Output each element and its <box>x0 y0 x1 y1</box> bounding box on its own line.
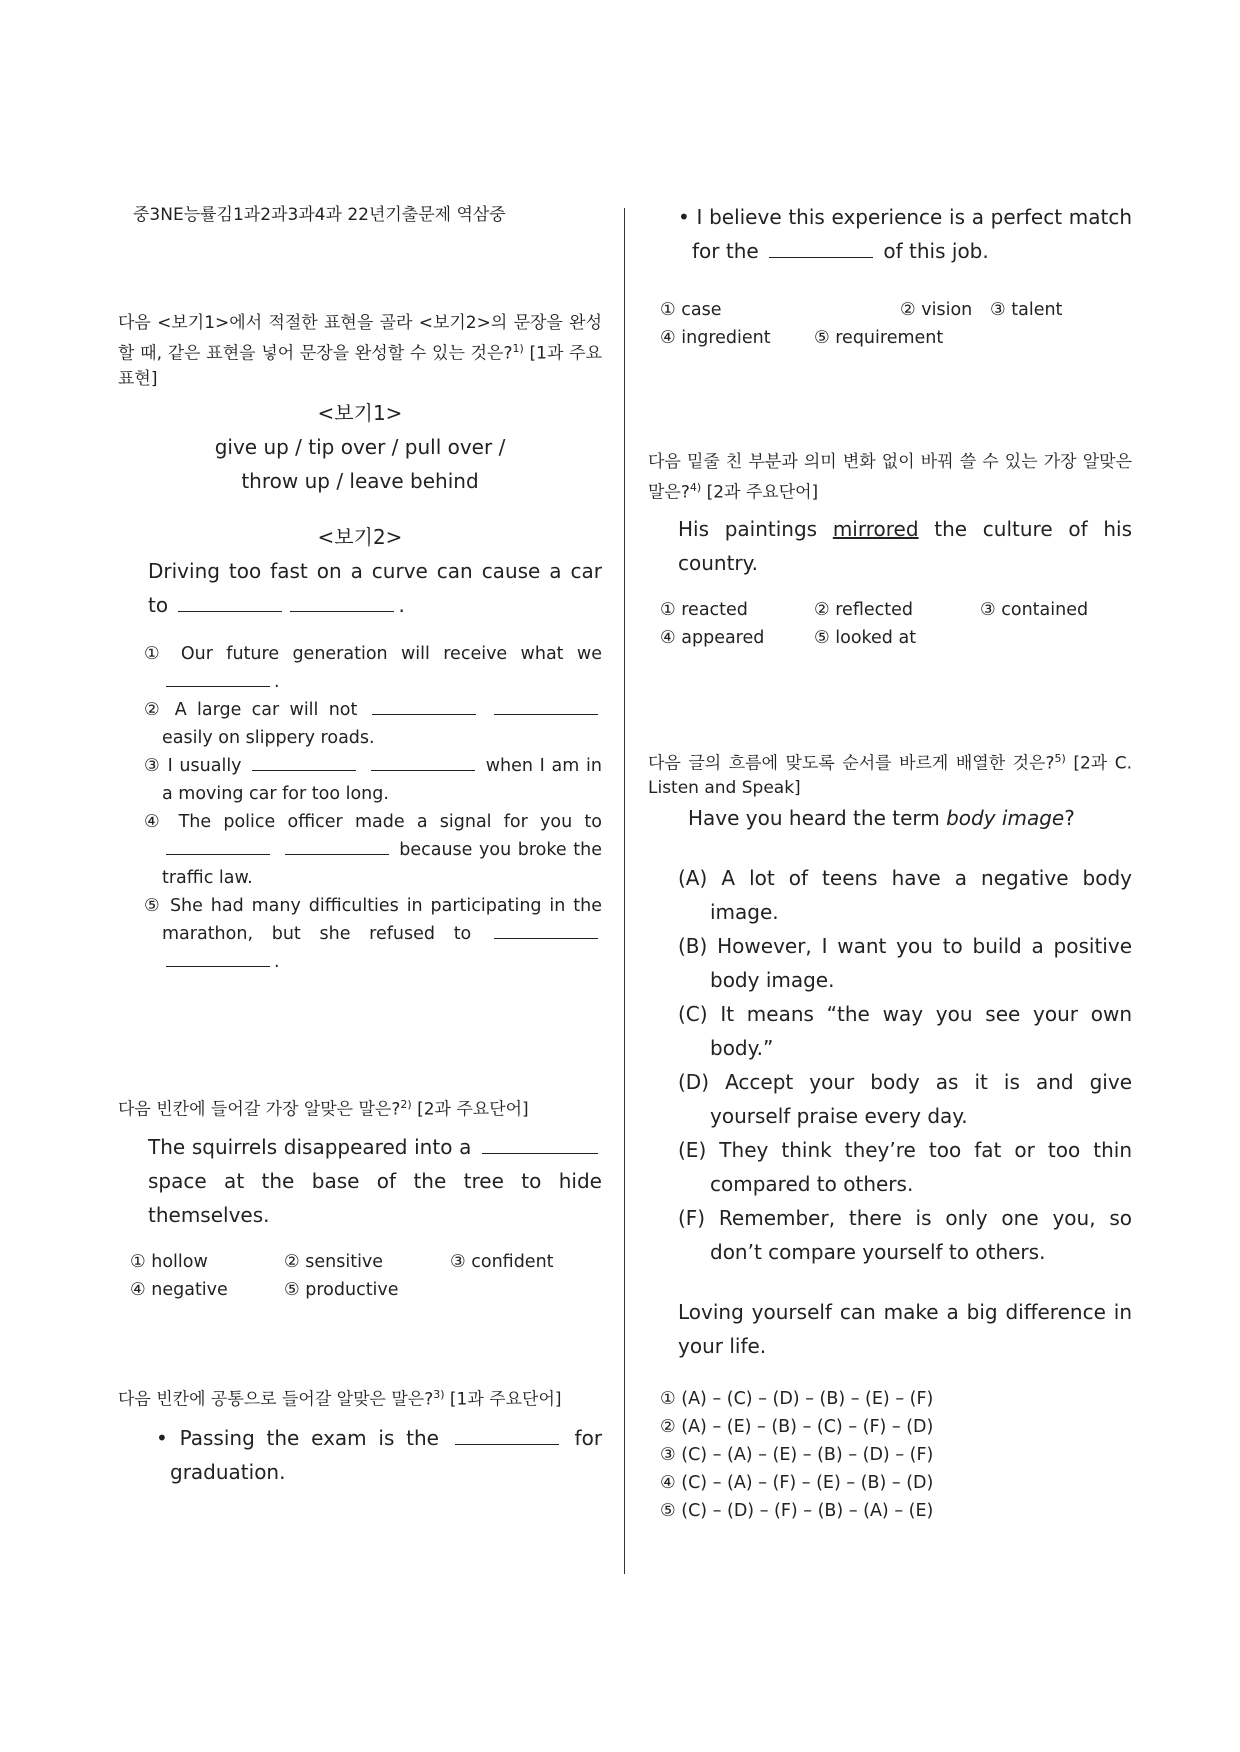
option-4[interactable]: ④ (C) – (A) – (F) – (E) – (B) – (D) <box>660 1473 934 1494</box>
box1-line-1: give up / tip over / pull over / <box>214 434 506 459</box>
blank <box>252 769 356 771</box>
option-3[interactable]: ③ I usually when I am in a moving car for too long. <box>144 755 602 804</box>
option-5[interactable]: ⑤ requirement <box>814 328 944 348</box>
box1-line-2: throw up / leave behind <box>241 468 479 493</box>
option-1[interactable]: ① Our future generation will receive what we . <box>144 643 602 692</box>
blank <box>166 685 270 687</box>
question-1-prompt: 다음 <보기1>에서 적절한 표현을 골라 <보기2>의 문장을 완성할 때, 같은 표현을 넣어 문장을 완성할 수 있는 것은?$^{1)}$ [1과 주요표현] <box>118 313 602 389</box>
question-5-items <box>648 861 1132 1269</box>
blank <box>494 713 598 715</box>
blank <box>166 965 270 967</box>
box2-title: <보기2> <box>317 524 403 549</box>
underlined-word: mirrored <box>832 516 919 541</box>
question-1-options <box>118 640 602 976</box>
box1-title: <보기1> <box>317 400 403 425</box>
option-4[interactable]: ④ negative <box>130 1280 228 1301</box>
question-5-closing: Loving yourself can make a big difference in your life. <box>678 1300 1132 1359</box>
question-2-prompt: 다음 빈칸에 들어갈 가장 알맞은 말은?$^{2)}$ [2과 주요단어] <box>118 1097 529 1120</box>
blank <box>769 256 873 258</box>
question-5-prompt: 다음 글의 흐름에 맞도록 순서를 바르게 배열한 것은?$^{5)}$ [2과 C. Listen and Speak] <box>648 751 1133 799</box>
question-3-bullet-2: • I believe this experience is a perfect match for the of this job. <box>678 205 1132 263</box>
option-5[interactable]: ⑤ (C) – (D) – (F) – (B) – (A) – (E) <box>660 1501 934 1522</box>
option-3[interactable]: ③ (C) – (A) – (E) – (B) – (D) – (F) <box>660 1445 934 1466</box>
item-F: (F) Remember, there is only one you, so don’t compare yourself to others. <box>678 1206 1132 1265</box>
question-5-options <box>648 1385 1132 1525</box>
option-5[interactable]: ⑤ productive <box>284 1280 399 1301</box>
option-1[interactable]: ① hollow <box>130 1252 208 1273</box>
option-2[interactable]: ② vision <box>900 300 973 320</box>
box2-sentence: Driving too fast on a curve can cause a car to . <box>148 558 602 617</box>
blank <box>178 610 282 612</box>
item-A: (A) A lot of teens have a negative body image. <box>678 866 1133 925</box>
option-1[interactable]: ① reacted <box>660 599 748 620</box>
column-divider <box>624 208 625 1574</box>
question-4-options <box>648 596 1132 652</box>
question-3-bullet-1: • Passing the exam is the for graduation. <box>156 1425 603 1484</box>
option-5[interactable]: ⑤ looked at <box>814 627 917 648</box>
question-1 <box>118 311 602 976</box>
question-3 <box>118 1382 602 1489</box>
blank <box>166 853 270 855</box>
option-4[interactable]: ④ The police officer made a signal for you to because you broke the traffic law. <box>144 811 602 888</box>
question-3-options <box>648 296 1132 352</box>
item-D: (D) Accept your body as it is and give yourself praise every day. <box>678 1070 1133 1129</box>
option-4[interactable]: ④ appeared <box>660 627 765 648</box>
option-1[interactable]: ① (A) – (C) – (D) – (B) – (E) – (F) <box>660 1389 934 1410</box>
blank <box>455 1443 559 1445</box>
blank <box>494 937 598 939</box>
question-5-intro: Have you heard the term body image? <box>688 806 1075 831</box>
question-5 <box>648 746 1132 1526</box>
blank <box>285 853 389 855</box>
option-4[interactable]: ④ ingredient <box>660 328 771 348</box>
option-2[interactable]: ② A large car will not easily on slippery roads. <box>130 696 602 752</box>
left-column <box>118 200 602 1489</box>
question-4-passage: His paintings mirrored the culture of his country. <box>678 516 1132 575</box>
blank <box>482 1152 598 1154</box>
item-C: (C) It means “the way you see your own body.” <box>678 1002 1133 1061</box>
question-4-prompt: 다음 밑줄 친 부분과 의미 변화 없이 바꿔 쓸 수 있는 가장 알맞은 말은?$^{4)}$ [2과 주요단어] <box>648 452 1132 503</box>
question-4 <box>648 450 1132 652</box>
option-2[interactable]: ② reflected <box>814 599 913 620</box>
option-1[interactable]: ① case <box>660 300 722 320</box>
option-3[interactable]: ③ confident <box>450 1252 554 1273</box>
option-2[interactable]: ② (A) – (E) – (B) – (C) – (F) – (D) <box>660 1417 934 1438</box>
item-E: (E) They think they’re too fat or too thin compared to others. <box>678 1138 1133 1197</box>
blank <box>371 769 475 771</box>
right-column <box>648 200 1132 1525</box>
option-2[interactable]: ② sensitive <box>284 1252 384 1273</box>
blank <box>372 713 476 715</box>
question-2-options <box>118 1248 602 1304</box>
question-2 <box>118 1092 602 1305</box>
page-header: 중3NE능률김1과2과3과4과 22년기출문제 역삼중 <box>133 205 506 225</box>
option-5[interactable]: ⑤ She had many difficulties in participating in the marathon, but she refused to . <box>144 895 602 972</box>
option-3[interactable]: ③ talent <box>990 300 1063 320</box>
blank <box>290 610 394 612</box>
question-2-passage: The squirrels disappeared into a space at the base of the tree to hide themselves. <box>148 1135 602 1228</box>
item-B: (B) However, I want you to build a positive body image. <box>678 934 1133 993</box>
question-3-prompt: 다음 빈칸에 공통으로 들어갈 알맞은 말은?$^{3)}$ [1과 주요단어] <box>118 1388 562 1410</box>
option-3[interactable]: ③ contained <box>980 599 1089 620</box>
